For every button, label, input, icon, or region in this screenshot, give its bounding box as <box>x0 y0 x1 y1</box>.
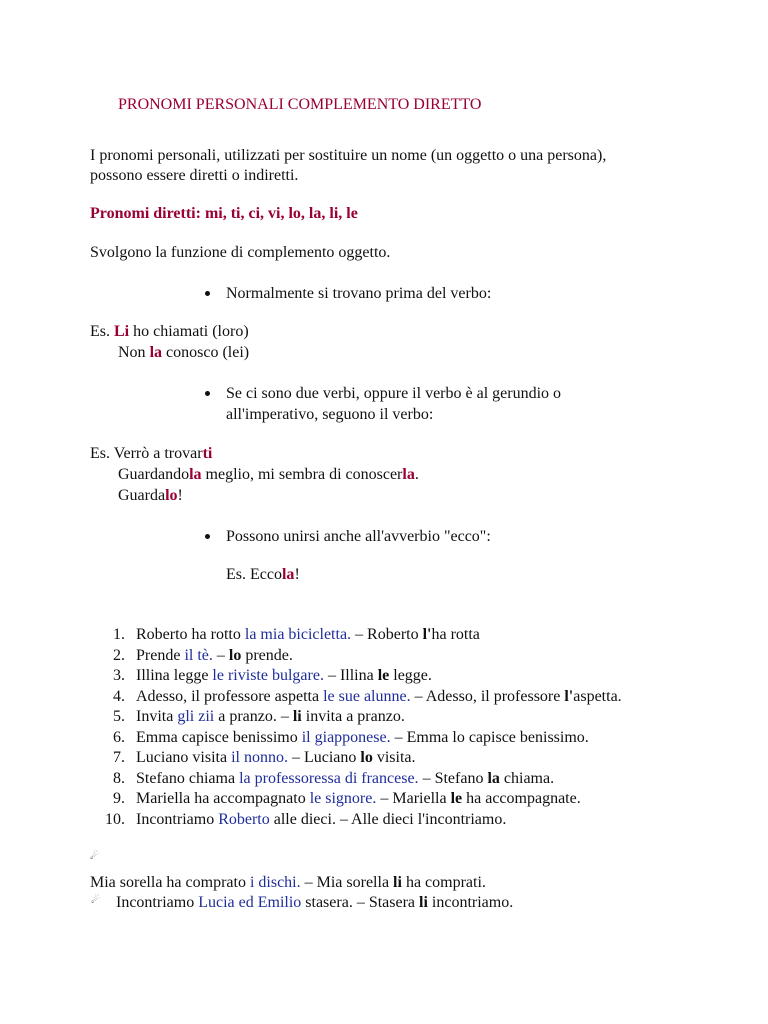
pronoun-highlight: la <box>189 466 202 483</box>
object-highlight: il giapponese. <box>301 728 391 746</box>
sentence-text: stasera. – Stasera <box>301 894 420 911</box>
sentence-text: ha rotta <box>431 626 480 643</box>
sentence-text: Prende <box>136 646 185 664</box>
example-2-line-1: Es. Verrò a trovarti <box>90 445 213 462</box>
sentence-text: – Adesso, il professore <box>410 687 565 705</box>
bullet-icon <box>205 391 210 396</box>
pronoun-highlight: la <box>149 344 163 361</box>
small-list-icon: ☄ <box>91 895 100 906</box>
sentence-text: – Stefano <box>418 769 488 787</box>
pronoun-bold: lo <box>360 749 373 766</box>
example-3: Es. Eccola! <box>226 566 300 583</box>
object-highlight: gli zii <box>177 708 215 725</box>
list-item <box>136 665 432 686</box>
list-item-number: 3. <box>113 667 125 684</box>
extra-example-line <box>90 872 486 893</box>
sentence-text: – Mia sorella <box>300 874 394 891</box>
sentence-text: invita a pranzo. <box>301 708 405 725</box>
list-item <box>136 624 480 645</box>
bullet-text-2-line-1: Se ci sono due verbi, oppure il verbo è al gerundio o <box>226 385 562 402</box>
list-item <box>136 747 416 768</box>
list-item-number: 9. <box>113 790 125 807</box>
list-item <box>136 788 581 809</box>
sentence-text: legge. <box>389 667 432 684</box>
list-item <box>136 809 506 830</box>
list-item <box>136 706 405 727</box>
pronoun-highlight: lo <box>165 487 178 504</box>
sentence-text: Incontriamo <box>136 810 219 828</box>
object-highlight: la mia bicicletta. <box>244 626 352 643</box>
sentence-text: incontriamo. <box>427 894 514 911</box>
sentence-text: Roberto ha rotto <box>136 626 245 643</box>
small-list-icon: ☄ <box>90 851 99 862</box>
object-highlight: le sue alunne. <box>323 687 411 705</box>
extra-example-line <box>116 892 513 913</box>
example-1-line-2: Non la conosco (lei) <box>118 344 250 361</box>
sentence-text: – Emma lo capisce benissimo. <box>390 728 589 746</box>
sentence-text: visita. <box>372 749 416 766</box>
page-title: PRONOMI PERSONALI COMPLEMENTO DIRETTO <box>118 96 482 113</box>
list-item <box>136 727 589 748</box>
sentence-text: a pranzo. – <box>214 708 293 725</box>
sentence-text: – Roberto <box>351 626 423 643</box>
object-highlight: le riviste bulgare. <box>212 667 324 684</box>
object-highlight: le signore. <box>309 790 377 807</box>
bullet-icon <box>205 291 210 296</box>
pronoun-bold: l' <box>422 626 432 643</box>
sentence-text: – Illina <box>323 667 378 684</box>
list-item-number: 2. <box>113 646 125 664</box>
sentence-text: Incontriamo <box>116 894 199 911</box>
subheading: Pronomi diretti: mi, ti, ci, vi, lo, la, li, le <box>90 205 358 222</box>
list-item <box>136 645 293 666</box>
pronoun-bold: le <box>450 790 463 807</box>
sentence-text: chiama. <box>499 769 555 787</box>
sentence-text: prende. <box>241 646 293 664</box>
intro-line-1: I pronomi personali, utilizzati per sostituire un nome (un oggetto o una persona), <box>90 147 607 164</box>
sentence-text: ha accompagnate. <box>462 790 581 807</box>
sentence-text: aspetta. <box>573 687 622 705</box>
sentence-text: ha comprati. <box>401 874 486 891</box>
pronoun-bold: li <box>292 708 302 725</box>
pronoun-highlight: Li <box>114 323 130 340</box>
bullet-text-3: Possono unirsi anche all'avverbio "ecco": <box>226 528 491 545</box>
bullet-icon <box>205 534 210 539</box>
pronoun-bold: le <box>377 667 390 684</box>
object-highlight: Lucia ed Emilio <box>198 894 302 911</box>
list-item-number: 5. <box>113 708 125 725</box>
sentence-text: – Mariella <box>376 790 451 807</box>
sentence-text: Adesso, il professore aspetta <box>136 687 324 705</box>
list-item-number: 6. <box>113 728 125 746</box>
object-highlight: la professoressa di francese. <box>239 769 419 787</box>
sentence-text: Mariella ha accompagnato <box>136 790 310 807</box>
sentence-text: – <box>212 646 229 664</box>
list-item-number: 7. <box>113 749 125 766</box>
sentence-text: Emma capisce benissimo <box>136 728 302 746</box>
pronoun-bold: lo <box>228 646 242 664</box>
pronoun-bold: li <box>419 894 428 911</box>
pronoun-bold: la <box>487 769 500 787</box>
sentence-text: Luciano visita <box>136 749 232 766</box>
list-item-number: 4. <box>113 687 125 705</box>
pronoun-highlight: la <box>402 466 415 483</box>
sentence-text: alle dieci. – Alle dieci l'incontriamo. <box>269 810 507 828</box>
pronoun-bold: li <box>393 874 402 891</box>
list-item-number: 1. <box>113 626 125 643</box>
example-2-line-3: Guardalo! <box>118 487 183 504</box>
object-highlight: il nonno. <box>231 749 288 766</box>
object-highlight: il tè. <box>184 646 213 664</box>
bullet-text-2-line-2: all'imperativo, seguono il verbo: <box>226 406 434 423</box>
list-item <box>136 686 622 707</box>
list-item-number: 10. <box>105 810 125 828</box>
pronoun-highlight: la <box>281 566 295 583</box>
sentence-text: Illina legge <box>136 667 213 684</box>
sentence-text: – Luciano <box>287 749 361 766</box>
example-1-line-1: Es. Li ho chiamati (loro) <box>90 323 249 340</box>
pronoun-highlight: ti <box>202 445 213 462</box>
intro-line-2: possono essere diretti o indiretti. <box>90 167 299 184</box>
list-item-number: 8. <box>113 769 125 787</box>
example-2-line-2: Guardandola meglio, mi sembra di conoscerla. <box>118 466 419 483</box>
function-text: Svolgono la funzione di complemento oggetto. <box>90 244 391 261</box>
sentence-text: Invita <box>136 708 178 725</box>
bullet-text-1: Normalmente si trovano prima del verbo: <box>226 285 492 302</box>
list-item <box>136 768 554 789</box>
sentence-text: Stefano chiama <box>136 769 240 787</box>
object-highlight: Roberto <box>218 810 270 828</box>
object-highlight: i dischi. <box>249 874 301 891</box>
sentence-text: Mia sorella ha comprato <box>90 874 250 891</box>
pronoun-bold: l' <box>564 687 574 705</box>
